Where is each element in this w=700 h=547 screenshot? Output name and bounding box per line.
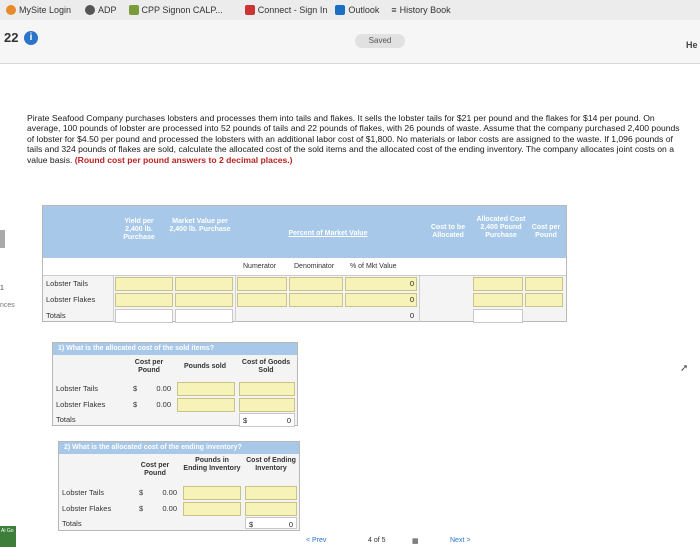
allocated-cost-total [473,309,523,323]
header-cost-per-pound: Cost per Pound [531,224,561,239]
pounds-ei-input-flakes[interactable] [183,502,241,516]
bookmark-label: Connect - Sign In [257,5,328,15]
cost-per-pound-input-tails[interactable] [525,277,563,291]
panel-title: 1) What is the allocated cost of the sold items? [53,343,297,355]
allocated-cost-input-flakes[interactable] [473,293,523,307]
cost-per-pound-tails: 0.00 [162,488,177,497]
header-cost-per-pound: Cost per Pound [134,359,164,374]
grid-icon[interactable]: ▦ [412,538,419,545]
mysite-icon [6,5,16,15]
header-pounds-sold: Pounds sold [184,363,226,370]
cogs-input-flakes[interactable] [239,398,295,412]
page-indicator: 4 of 5 [368,537,386,544]
bookmark-label: MySite Login [19,5,72,15]
cogs-total-value: 0 [286,416,291,425]
row-label-lobster-tails: Lobster Tails [56,384,98,393]
cpp-icon [129,5,139,15]
connect-icon [245,5,255,15]
cost-per-pound-flakes: 0.00 [156,400,171,409]
question-topbar [0,20,700,64]
row-label-totals: Totals [46,311,66,320]
bookmark-label: CPP Signon CALP... [141,5,223,15]
subheader-numerator: Numerator [243,263,277,270]
numerator-input-tails[interactable] [237,277,287,291]
table-subheader [43,258,566,276]
yield-input-flakes[interactable] [115,293,173,307]
allocated-cost-input-tails[interactable] [473,277,523,291]
bookmark-connect-sign-in[interactable] [245,5,328,15]
cost-allocated-total: 0 [409,311,414,320]
next-button[interactable]: Next > [450,537,471,544]
bookmark-adp[interactable] [85,5,117,15]
problem-statement [27,113,683,165]
panel-title: 2) What is the allocated cost of the ending inventory? [59,442,299,454]
ending-inventory-panel [58,441,300,531]
edge-label: nces [0,302,15,309]
market-value-total [175,309,233,323]
row-label-lobster-tails: Lobster Tails [62,488,104,497]
header-cogs: Cost of Goods Sold [241,359,291,374]
question-number: 22 [4,30,19,45]
denominator-input-tails[interactable] [289,277,343,291]
header-market-value: Market Value per 2,400 lb. Purchase [169,218,231,233]
help-link[interactable]: He [686,40,698,50]
edge-badge[interactable]: Ai Go [0,526,16,547]
rounding-hint: (Round cost per pound answers to 2 decimal places.) [74,154,293,165]
cost-ei-input-flakes[interactable] [245,502,297,516]
saved-status: Saved [355,34,405,48]
outlook-icon [335,5,345,15]
cost-per-pound-flakes: 0.00 [162,504,177,513]
market-value-input-tails[interactable] [175,277,233,291]
cost-allocated-flakes: 0 [409,295,414,304]
cost-per-pound-input-flakes[interactable] [525,293,563,307]
header-percent-market-value[interactable]: Percent of Market Value [288,230,368,237]
cogs-total [239,413,295,427]
dollar-sign: $ [249,520,254,529]
bookmark-label: ADP [98,5,117,15]
dollar-sign: $ [243,416,248,425]
problem-text: Pirate Seafood Company purchases lobsters and processes them into tails and flakes. It sells the lobster tails for $21 per pound and the flakes for $14 per pound. On average, 100 pounds of lobster are processed into 52 pounds of tails and 22 pounds of flakes, with 26 pounds of waste. Assume that the company purchased 2,400 pounds of lobster for $4.50 per pound and processed the lobsters with an additional labor cost of $1,800. No materials or labor costs are assigned to the waste. If 1,096 pounds of tails and 324 pounds of flakes are sold, calculate the allocated cost of the sold items and the allocated cost of the ending inventory. The company allocates joint costs on a value basis. [27,113,680,165]
dollar-sign: $ [133,384,138,393]
divider [113,276,114,322]
header-cost-to-be-allocated: Cost to be Allocated [430,224,466,239]
row-label-totals: Totals [56,415,76,424]
bottom-navigation [300,537,520,547]
bookmark-label: History Book [399,5,451,15]
bookmarks-bar [0,0,700,20]
divider [235,276,236,322]
bookmark-history-book[interactable] [391,5,450,15]
header-cost-per-pound: Cost per Pound [140,462,170,477]
prev-button[interactable]: < Prev [306,537,327,544]
row-label-lobster-flakes: Lobster Flakes [46,295,96,304]
book-icon: ≡ [391,5,397,15]
yield-total [115,309,173,323]
header-allocated-cost: Allocated Cost 2,400 Pound Purchase [476,216,526,239]
dollar-sign: $ [139,488,144,497]
row-label-totals: Totals [62,519,82,528]
market-value-input-flakes[interactable] [175,293,233,307]
sold-items-panel [52,342,298,426]
info-icon[interactable]: i [24,31,38,45]
header-cost-ending-inventory: Cost of Ending Inventory [246,457,296,472]
allocation-table [42,205,567,322]
subheader-pct-mkt-value: % of Mkt Value [350,263,397,270]
table-header [43,206,566,258]
header-pounds-ending-inventory: Pounds in Ending Inventory [183,457,241,472]
yield-input-tails[interactable] [115,277,173,291]
divider [419,276,420,322]
sidebar-tab[interactable] [0,230,5,248]
pounds-sold-input-flakes[interactable] [177,398,235,412]
cogs-input-tails[interactable] [239,382,295,396]
denominator-input-flakes[interactable] [289,293,343,307]
bookmark-mysite-login[interactable] [6,5,71,15]
adp-icon [85,5,95,15]
bookmark-outlook[interactable] [335,5,379,15]
cost-ei-input-tails[interactable] [245,486,297,500]
dollar-sign: $ [139,504,144,513]
row-label-lobster-flakes: Lobster Flakes [62,504,112,513]
pounds-ei-input-tails[interactable] [183,486,241,500]
pointer-arrow-icon: ➚ [680,363,689,374]
cost-allocated-tails: 0 [409,279,414,288]
bookmark-cpp-signon[interactable] [129,5,223,15]
numerator-input-flakes[interactable] [237,293,287,307]
pounds-sold-input-tails[interactable] [177,382,235,396]
row-label-lobster-flakes: Lobster Flakes [56,400,106,409]
bookmark-label: Outlook [348,5,380,15]
header-yield: Yield per 2,400 lb. Purchase [123,218,155,241]
cost-ei-total [245,517,297,529]
row-label-lobster-tails: Lobster Tails [46,279,88,288]
edge-marker: 1 [0,285,4,292]
cost-ei-total-value: 0 [288,520,293,529]
cost-per-pound-tails: 0.00 [156,384,171,393]
dollar-sign: $ [133,400,138,409]
subheader-denominator: Denominator [294,263,335,270]
